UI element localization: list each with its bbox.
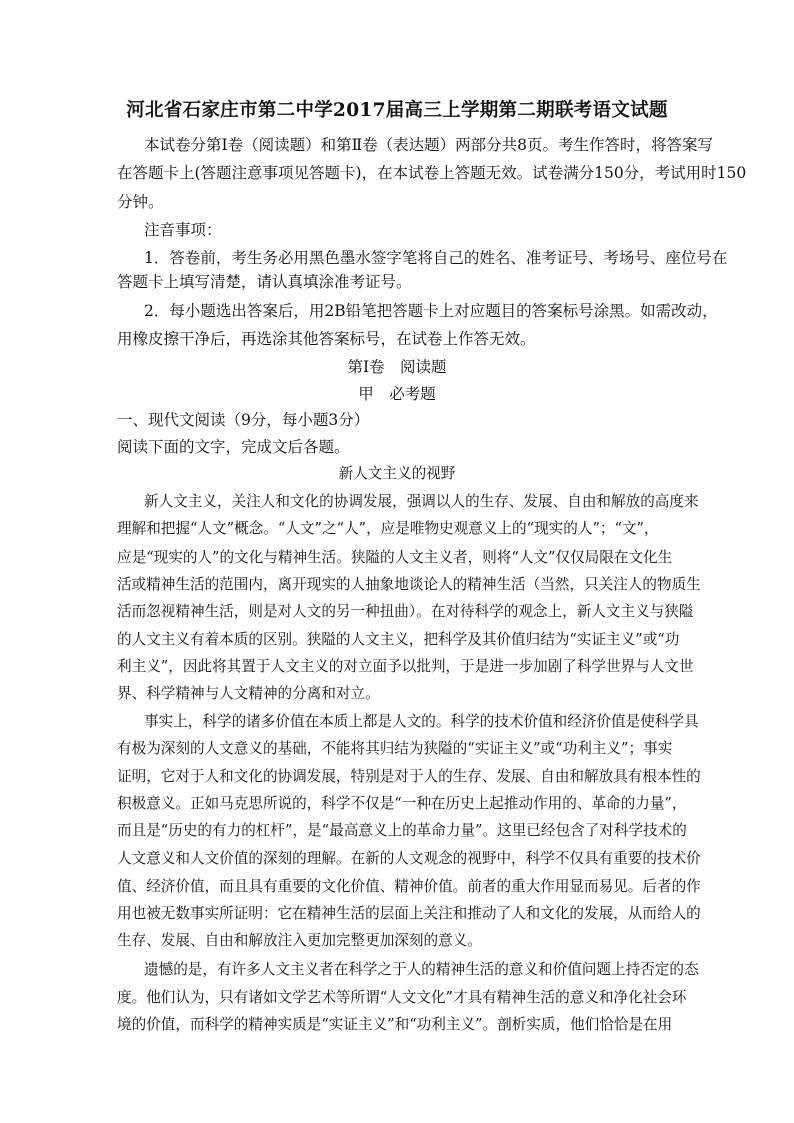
question-heading: 一、现代文阅读（9分，每小题3分） bbox=[117, 411, 370, 429]
article-line: 生存、发展、自由和解放注入更加完整更加深刻的意义。 bbox=[117, 932, 482, 949]
article-line: 的人文主义有着本质的区别。狭隘的人文主义，把科学及其价值归结为“实证主义”或“功 bbox=[117, 631, 680, 648]
article-line: 应是“现实的人”的文化与精神生活。狭隘的人文主义者，则将“人文”仅仅局限在文化生 bbox=[117, 549, 673, 566]
article-line: 活或精神生活的范围内，离开现实的人抽象地谈论人的精神生活（当然，只关注人的物质生 bbox=[117, 576, 701, 593]
article-line: 值、经济价值，而且具有重要的文化价值、精神价值。前者的重大作用显而易见。后者的作 bbox=[117, 878, 701, 895]
article-line: 人文意义和人文价值的深刻的理解。在新的人文观念的视野中，科学不仅具有重要的技术价 bbox=[117, 850, 701, 867]
article-line: 事实上，科学的诸多价值在本质上都是人文的。科学的技术价值和经济价值是使科学具 bbox=[144, 713, 699, 730]
notice-item: 1．答卷前，考生务必用黑色墨水签字笔将自己的姓名、准考证号、考场号、座位号在 bbox=[144, 249, 728, 267]
article-line: 有极为深刻的人文意义的基础，不能将其归结为狭隘的“实证主义”或“功利主义”；事实 bbox=[117, 740, 673, 757]
notice-heading: 注音事项： bbox=[144, 221, 222, 239]
article-line: 度。他们认为，只有诸如文学艺术等所谓“人文文化”才具有精神生活的意义和净化社会环 bbox=[117, 989, 687, 1006]
notice-item: 用橡皮擦干净后，再选涂其他答案标号，在试卷上作答无效。 bbox=[117, 330, 536, 348]
article-line: 活而忽视精神生活，则是对人文的另一种扭曲）。在对待科学的观念上，新人文主义与狭隘 bbox=[117, 603, 694, 620]
article-line: 证明，它对于人和文化的协调发展，特别是对于人的生存、发展、自由和解放具有根本性的 bbox=[117, 768, 701, 785]
instruction: 阅读下面的文字，完成文后各题。 bbox=[117, 438, 350, 456]
article-line: 而且是“历史的有力的杠杆”，是“最高意义上的革命力量”。这里已经包含了对科学技术的 bbox=[117, 822, 687, 839]
article-line: 界、科学精神与人文精神的分离和对立。 bbox=[117, 685, 380, 702]
section-title: 甲 必考题 bbox=[358, 385, 436, 403]
article-title: 新人文主义的视野 bbox=[338, 465, 456, 482]
article-line: 遗憾的是，有许多人文主义者在科学之于人的精神生活的意义和价值问题上持否定的态 bbox=[144, 961, 699, 978]
intro-line: 在答题卡上(答题注意事项见答题卡)，在本试卷上答题无效。试卷满分150分，考试用时150 bbox=[117, 164, 747, 182]
article-line: 积极意义。正如马克思所说的，科学不仅是“一种在历史上起推动作用的、革命的力量”， bbox=[117, 795, 687, 812]
article-line: 理解和把握“人文”概念。“人文”之“人”，应是唯物史观意义上的“现实的人”；“文”， bbox=[117, 520, 659, 537]
part-title: 第Ⅰ卷 阅读题 bbox=[347, 358, 447, 376]
article-line: 用也被无数事实所证明：它在精神生活的层面上关注和推动了人和文化的发展，从而给人的 bbox=[117, 905, 701, 922]
intro-line: 分钟。 bbox=[117, 193, 164, 211]
article-line: 境的价值，而科学的精神实质是“实证主义”和“功利主义”。剖析实质，他们恰恰是在用 bbox=[117, 1016, 673, 1033]
article-line: 新人文主义，关注人和文化的协调发展，强调以人的生存、发展、自由和解放的高度来 bbox=[144, 493, 699, 510]
notice-item: 2．每小题选出答案后，用2B铅笔把答题卡上对应题目的答案标号涂黑。如需改动， bbox=[144, 302, 718, 320]
article-line: 利主义”，因此将其置于人文主义的对立面予以批判，于是进一步加剧了科学世界与人文世 bbox=[117, 658, 694, 675]
intro-line: 本试卷分第Ⅰ卷（阅读题）和第Ⅱ卷（表达题）两部分共8页。考生作答时，将答案写 bbox=[144, 136, 714, 154]
document-title: 河北省石家庄市第二中学2017届高三上学期第二期联考语文试题 bbox=[126, 100, 668, 121]
notice-item: 答题卡上填写清楚，请认真填涂准考证号。 bbox=[117, 273, 412, 291]
